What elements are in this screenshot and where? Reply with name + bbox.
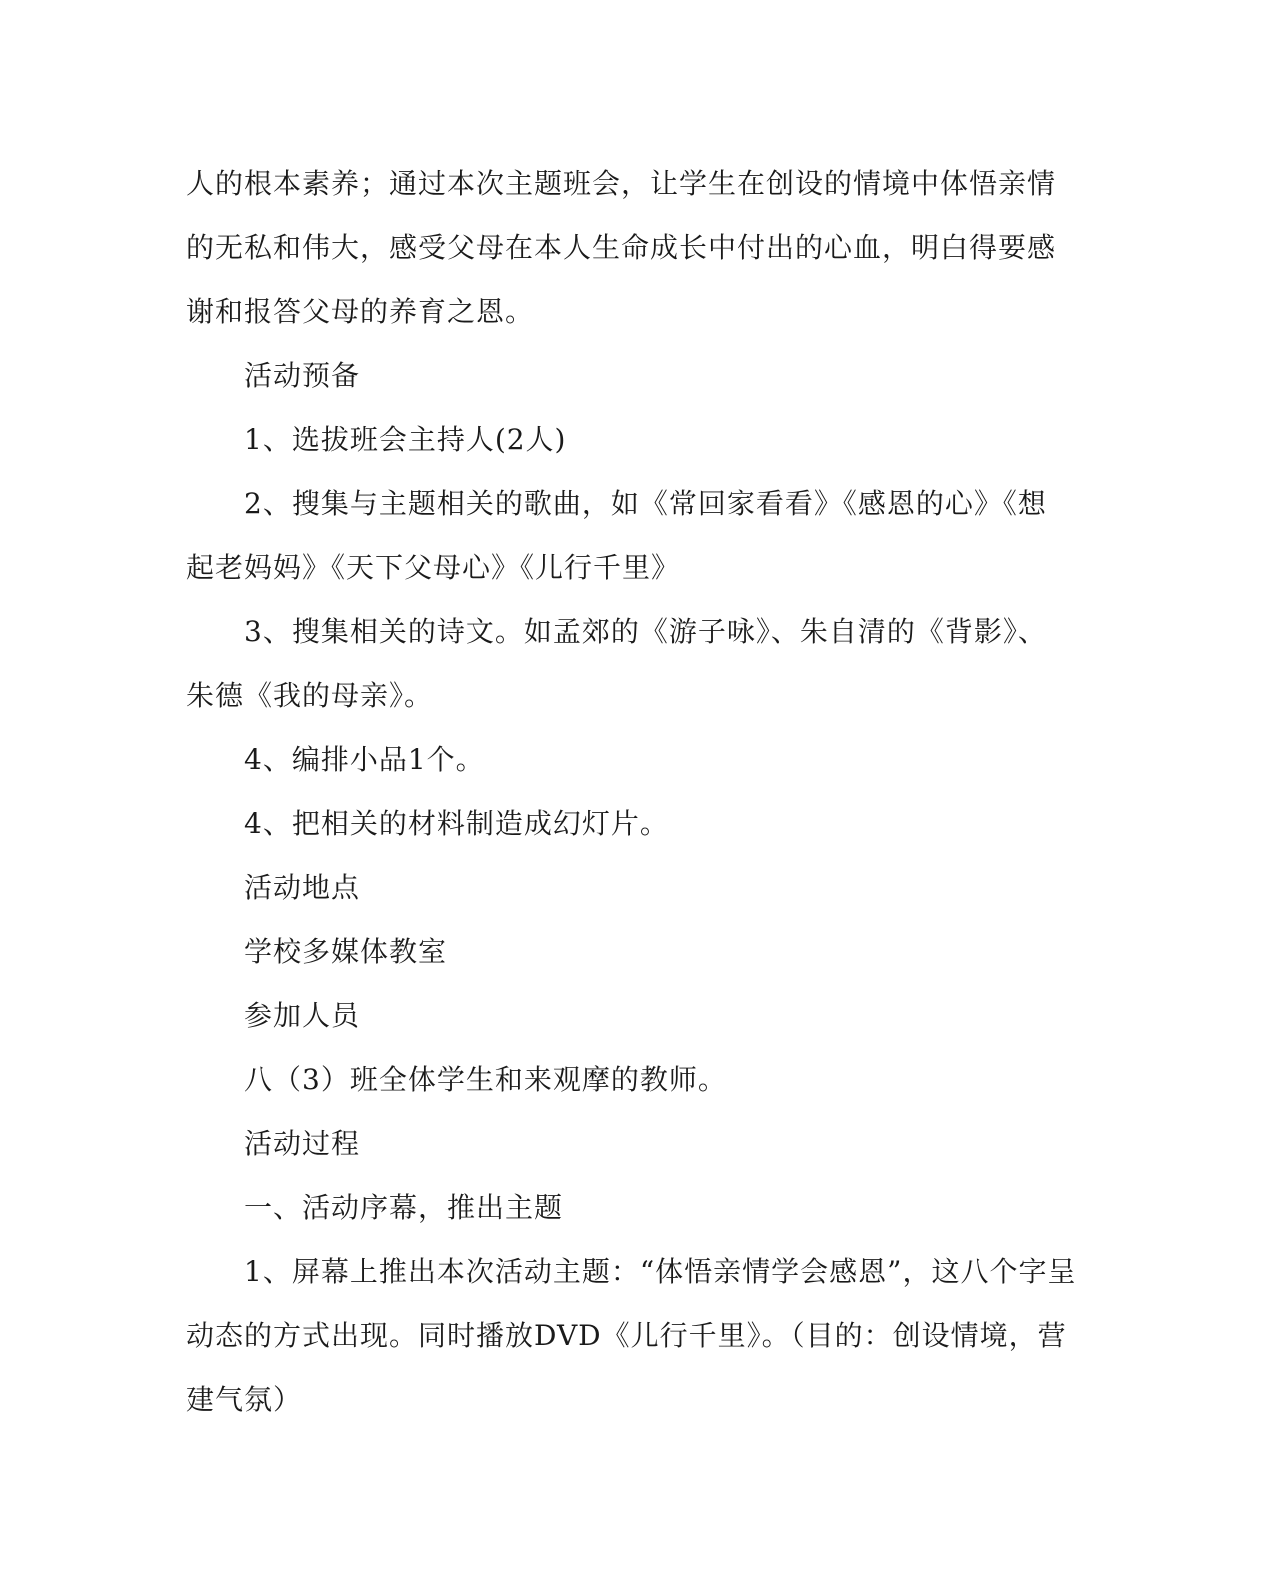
list-item: 1、屏幕上推出本次活动主题：“体悟亲情学会感恩”，这八个字呈 <box>244 1255 1077 1288</box>
section-heading: 活动地点 <box>244 871 361 904</box>
document-page <box>186 152 1077 1432</box>
section-heading: 活动过程 <box>244 1127 361 1160</box>
section-heading: 活动预备 <box>244 359 361 392</box>
list-item: 1、选拔班会主持人(2人) <box>244 423 567 456</box>
text-line: 人的根本素养；通过本次主题班会，让学生在创设的情境中体悟亲情 <box>186 167 1057 200</box>
list-item: 3、搜集相关的诗文。如孟郊的《游子咏》、朱自清的《背影》、 <box>244 615 1047 648</box>
list-item: 2、搜集与主题相关的歌曲，如《常回家看看》《感恩的心》《想 <box>244 487 1047 520</box>
text-line: 建气氛） <box>186 1383 303 1416</box>
subsection-heading: 一、活动序幕，推出主题 <box>244 1191 564 1224</box>
list-item: 4、把相关的材料制造成幻灯片。 <box>244 807 669 840</box>
text-line: 谢和报答父母的养育之恩。 <box>186 295 535 328</box>
text-line: 动态的方式出现。同时播放DVD《儿行千里》。（目的：创设情境，营 <box>186 1319 1067 1352</box>
text-line: 朱德《我的母亲》。 <box>186 679 434 712</box>
text-line: 学校多媒体教室 <box>244 935 448 968</box>
list-item: 4、编排小品1个。 <box>244 743 485 776</box>
section-heading: 参加人员 <box>244 999 361 1032</box>
text-line: 起老妈妈》《天下父母心》《儿行千里》 <box>186 551 681 584</box>
text-line: 八（3）班全体学生和来观摩的教师。 <box>244 1063 727 1096</box>
text-line: 的无私和伟大，感受父母在本人生命成长中付出的心血，明白得要感 <box>186 231 1057 264</box>
